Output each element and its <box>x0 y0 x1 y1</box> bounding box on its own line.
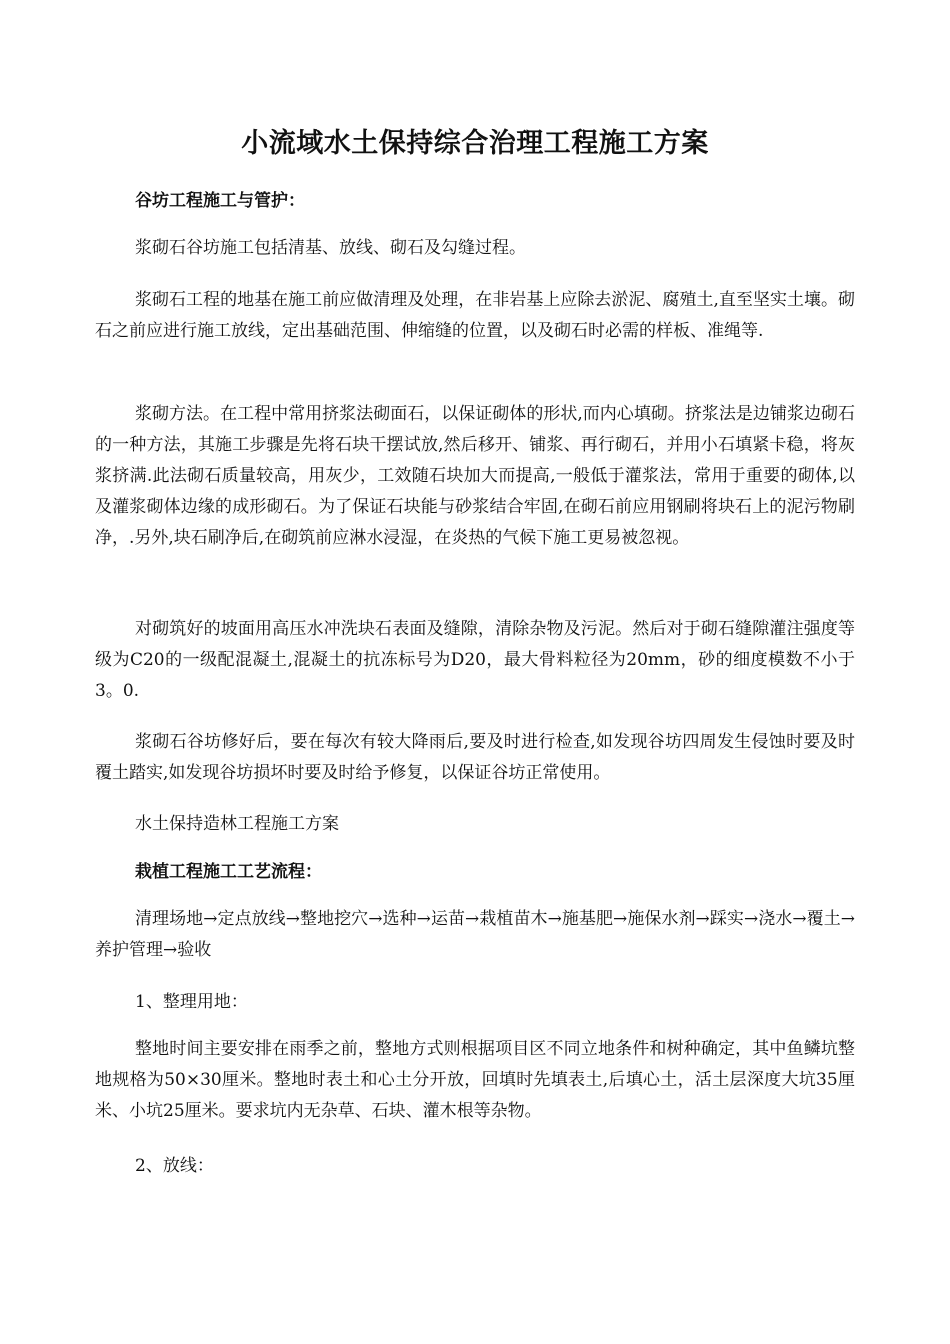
paragraph-foundation: 浆砌石工程的地基在施工前应做清理及处理，在非岩基上应除去淤泥、腐殖土,直至坚实土壤。砌石之前应进行施工放线，定出基础范围、伸缩缝的位置，以及砌石时必需的样板、准绳等. <box>95 290 855 341</box>
document-title: 小流域水土保持综合治理工程施工方案 <box>241 128 709 159</box>
paragraph-concrete-grouting: 对砌筑好的坡面用高压水冲洗块石表面及缝隙，清除杂物及污泥。然后对于砌石缝隙灌注强度等级为C20的一级配混凝土,混凝土的抗冻标号为D20，最大骨料粒径为20mm，砂的细度模数不小于3。0. <box>95 619 855 701</box>
paragraph-site-preparation: 整地时间主要安排在雨季之前，整地方式则根据项目区不同立地条件和树种确定，其中鱼鳞坑整地规格为50×30厘米。整地时表土和心土分开放，回填时先填表土,后填心土，活土层深度大坑35厘米、小坑25厘米。要求坑内无杂草、石块、灌木根等杂物。 <box>95 1039 855 1121</box>
list-item-site-preparation: 1、整理用地： <box>135 992 248 1012</box>
section-heading-check-dam: 谷坊工程施工与管护： <box>135 191 305 211</box>
section-heading-afforestation: 水土保持造林工程施工方案 <box>135 814 339 834</box>
paragraph-maintenance: 浆砌石谷坊修好后，要在每次有较大降雨后,要及时进行检查,如发现谷坊四周发生侵蚀时要及时覆土踏实,如发现谷坊损坏时要及时给予修复，以保证谷坊正常使用。 <box>95 732 855 783</box>
paragraph-masonry-method: 浆砌方法。在工程中常用挤浆法砌面石，以保证砌体的形状,而内心填砌。挤浆法是边铺浆边砌石的一种方法，其施工步骤是先将石块干摆试放,然后移开、铺浆、再行砌石，并用小石填紧卡稳，将灰浆挤满.此法砌石质量较高，用灰少，工效随石块加大而提高,一般低于灌浆法，常用于重要的砌体,以及灌浆砌体边缘的成形砌石。为了保证石块能与砂浆结合牢固,在砌石前应用钢刷将块石上的泥污物刷净，.另外,块石刷净后,在砌筑前应淋水浸湿，在炎热的气候下施工更易被忽视。 <box>95 404 855 548</box>
section-heading-planting-process: 栽植工程施工工艺流程： <box>135 862 322 882</box>
list-item-layout: 2、放线： <box>135 1156 214 1176</box>
paragraph-check-dam-intro: 浆砌石谷坊施工包括清基、放线、砌石及勾缝过程。 <box>135 238 526 258</box>
paragraph-process-flow: 清理场地→定点放线→整地挖穴→选种→运苗→栽植苗木→施基肥→施保水剂→踩实→浇水→覆土→养护管理→验收 <box>95 909 855 960</box>
